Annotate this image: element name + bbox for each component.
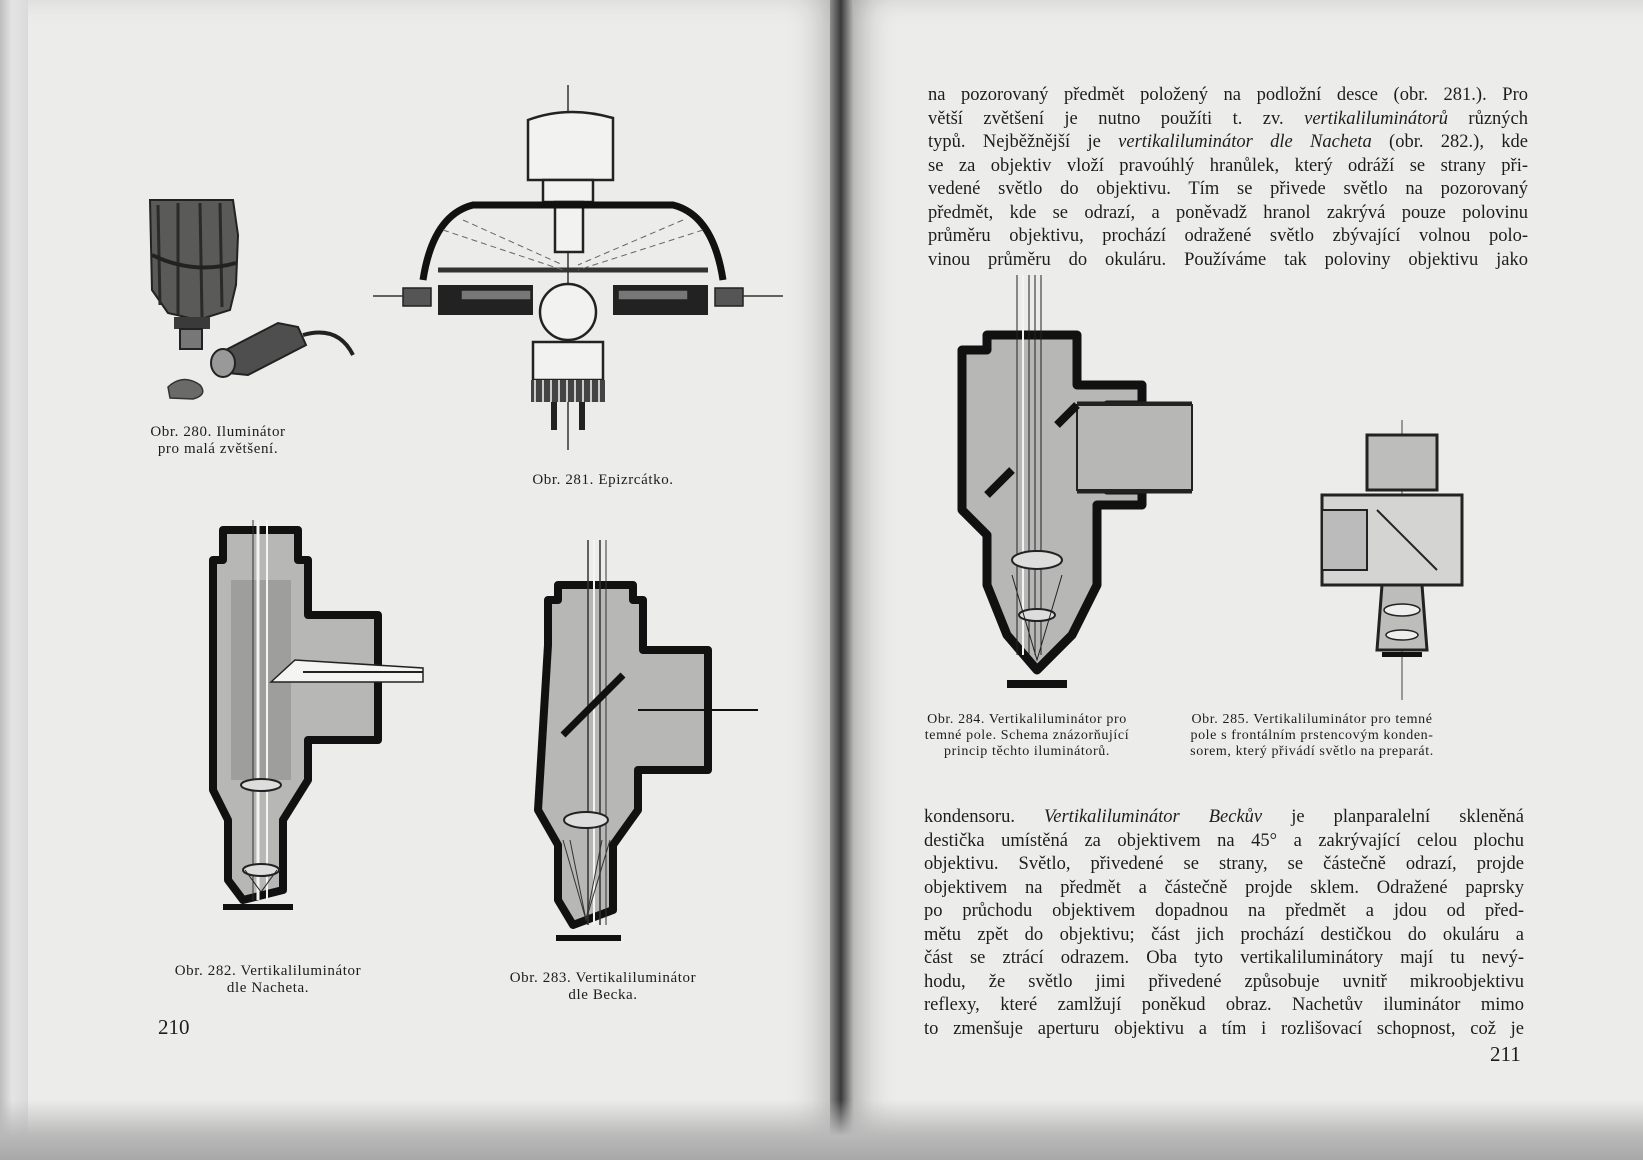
text-line: objektivem na předmět a částečně projde sklem. Odražené paprsky [924,877,1524,898]
caption-line: Obr. 283. Vertikaliluminátor [509,970,697,986]
left-page [28,0,840,1145]
figure-283-illustration [518,540,768,950]
caption-285 [1162,712,1462,760]
figure-284-illustration [957,275,1307,700]
text-line: hodu, že světlo jimi přivedené způsobuje uvnitř mikroobjektivu [924,971,1524,992]
text-line: destička umístěná za objektivem na 45° a zakrývající celou plochu [924,830,1524,851]
caption-line: Obr. 282. Vertikaliluminátor [174,963,362,979]
text-line: předmět, kde se odrazí, a poněvadž hranol zakrývá pouze polovinu [928,202,1528,223]
text-line: vinou průměru do okuláru. Používáme tak poloviny objektivu jako [928,249,1528,270]
body-text-top [928,84,1528,272]
body-text-bottom [924,806,1524,1041]
figure-285-illustration [1312,420,1492,700]
caption-282 [153,963,383,997]
book-edge [0,0,30,1160]
text-line: typů. Nejběžnější je vertikaliluminátor dle Nacheta (obr. 282.), kde [928,132,1528,152]
caption-line: dle Nacheta. [226,980,310,996]
caption-line: Obr. 281. Epizrcátko. [532,472,674,488]
caption-line: Obr. 280. Iluminátor [150,424,286,440]
caption-line: dle Becka. [568,987,638,1003]
caption-line: Obr. 285. Vertikaliluminátor pro temné [1191,712,1433,727]
text-line: po průchodu objektivem dopadnou na předmět a jdou od před- [924,901,1524,921]
caption-line: pole s frontálním prstencovým konden- [1190,728,1434,743]
book-gutter [830,0,854,1160]
figure-280-illustration [138,195,368,405]
page-number-left: 210 [158,1015,190,1039]
caption-line: sorem, který přivádí světlo na preparát. [1190,744,1434,759]
figure-281-illustration [363,80,803,450]
caption-line: pro malá zvětšení. [157,441,279,457]
text-line: mětu zpět do objektivu; část jich prochází destičkou do okuláru a [924,924,1524,945]
text-line: reflexy, které zamlžují poněkud obraz. Nachetův iluminátor mimo [924,995,1524,1015]
caption-281 [493,472,713,489]
caption-line: princip těchto iluminátorů. [944,744,1110,759]
right-page [842,0,1643,1145]
caption-280 [128,424,308,458]
caption-line: Obr. 284. Vertikaliluminátor pro [927,712,1127,727]
text-line: objektivu. Světlo, přivedené se strany, se částečně odrazí, projde [924,854,1524,874]
text-line: se za objektiv vloží pravoúhlý hranůlek, který odráží se strany při- [928,155,1528,176]
text-line: na pozorovaný předmět položený na podložní desce (obr. 281.). Pro [928,85,1528,105]
text-line: kondensoru. Vertikaliluminátor Beckův je planparalelní skleněná [924,807,1524,827]
figure-282-illustration [183,520,433,940]
text-line: větší zvětšení je nutno použíti t. zv. vertikaliluminátorů různých [928,108,1528,129]
text-line: vedené světlo do objektivu. Tím se přivede světlo na pozorovaný [928,179,1528,199]
text-line: průměru objektivu, prochází odražené světlo zbývající volnou polo- [928,226,1528,246]
page-bottom-edge [0,1100,1643,1160]
caption-283 [493,970,713,1004]
page-number-right: 211 [1490,1042,1521,1066]
caption-284 [892,712,1162,760]
text-line: to zmenšuje aperturu objektivu a tím i rozlišovací schopnost, což je [924,1018,1524,1039]
caption-line: temné pole. Schema znázorňující [924,728,1130,743]
text-line: část se ztrácí odrazem. Oba tyto vertikaliluminátory mají tu nevý- [924,948,1524,968]
